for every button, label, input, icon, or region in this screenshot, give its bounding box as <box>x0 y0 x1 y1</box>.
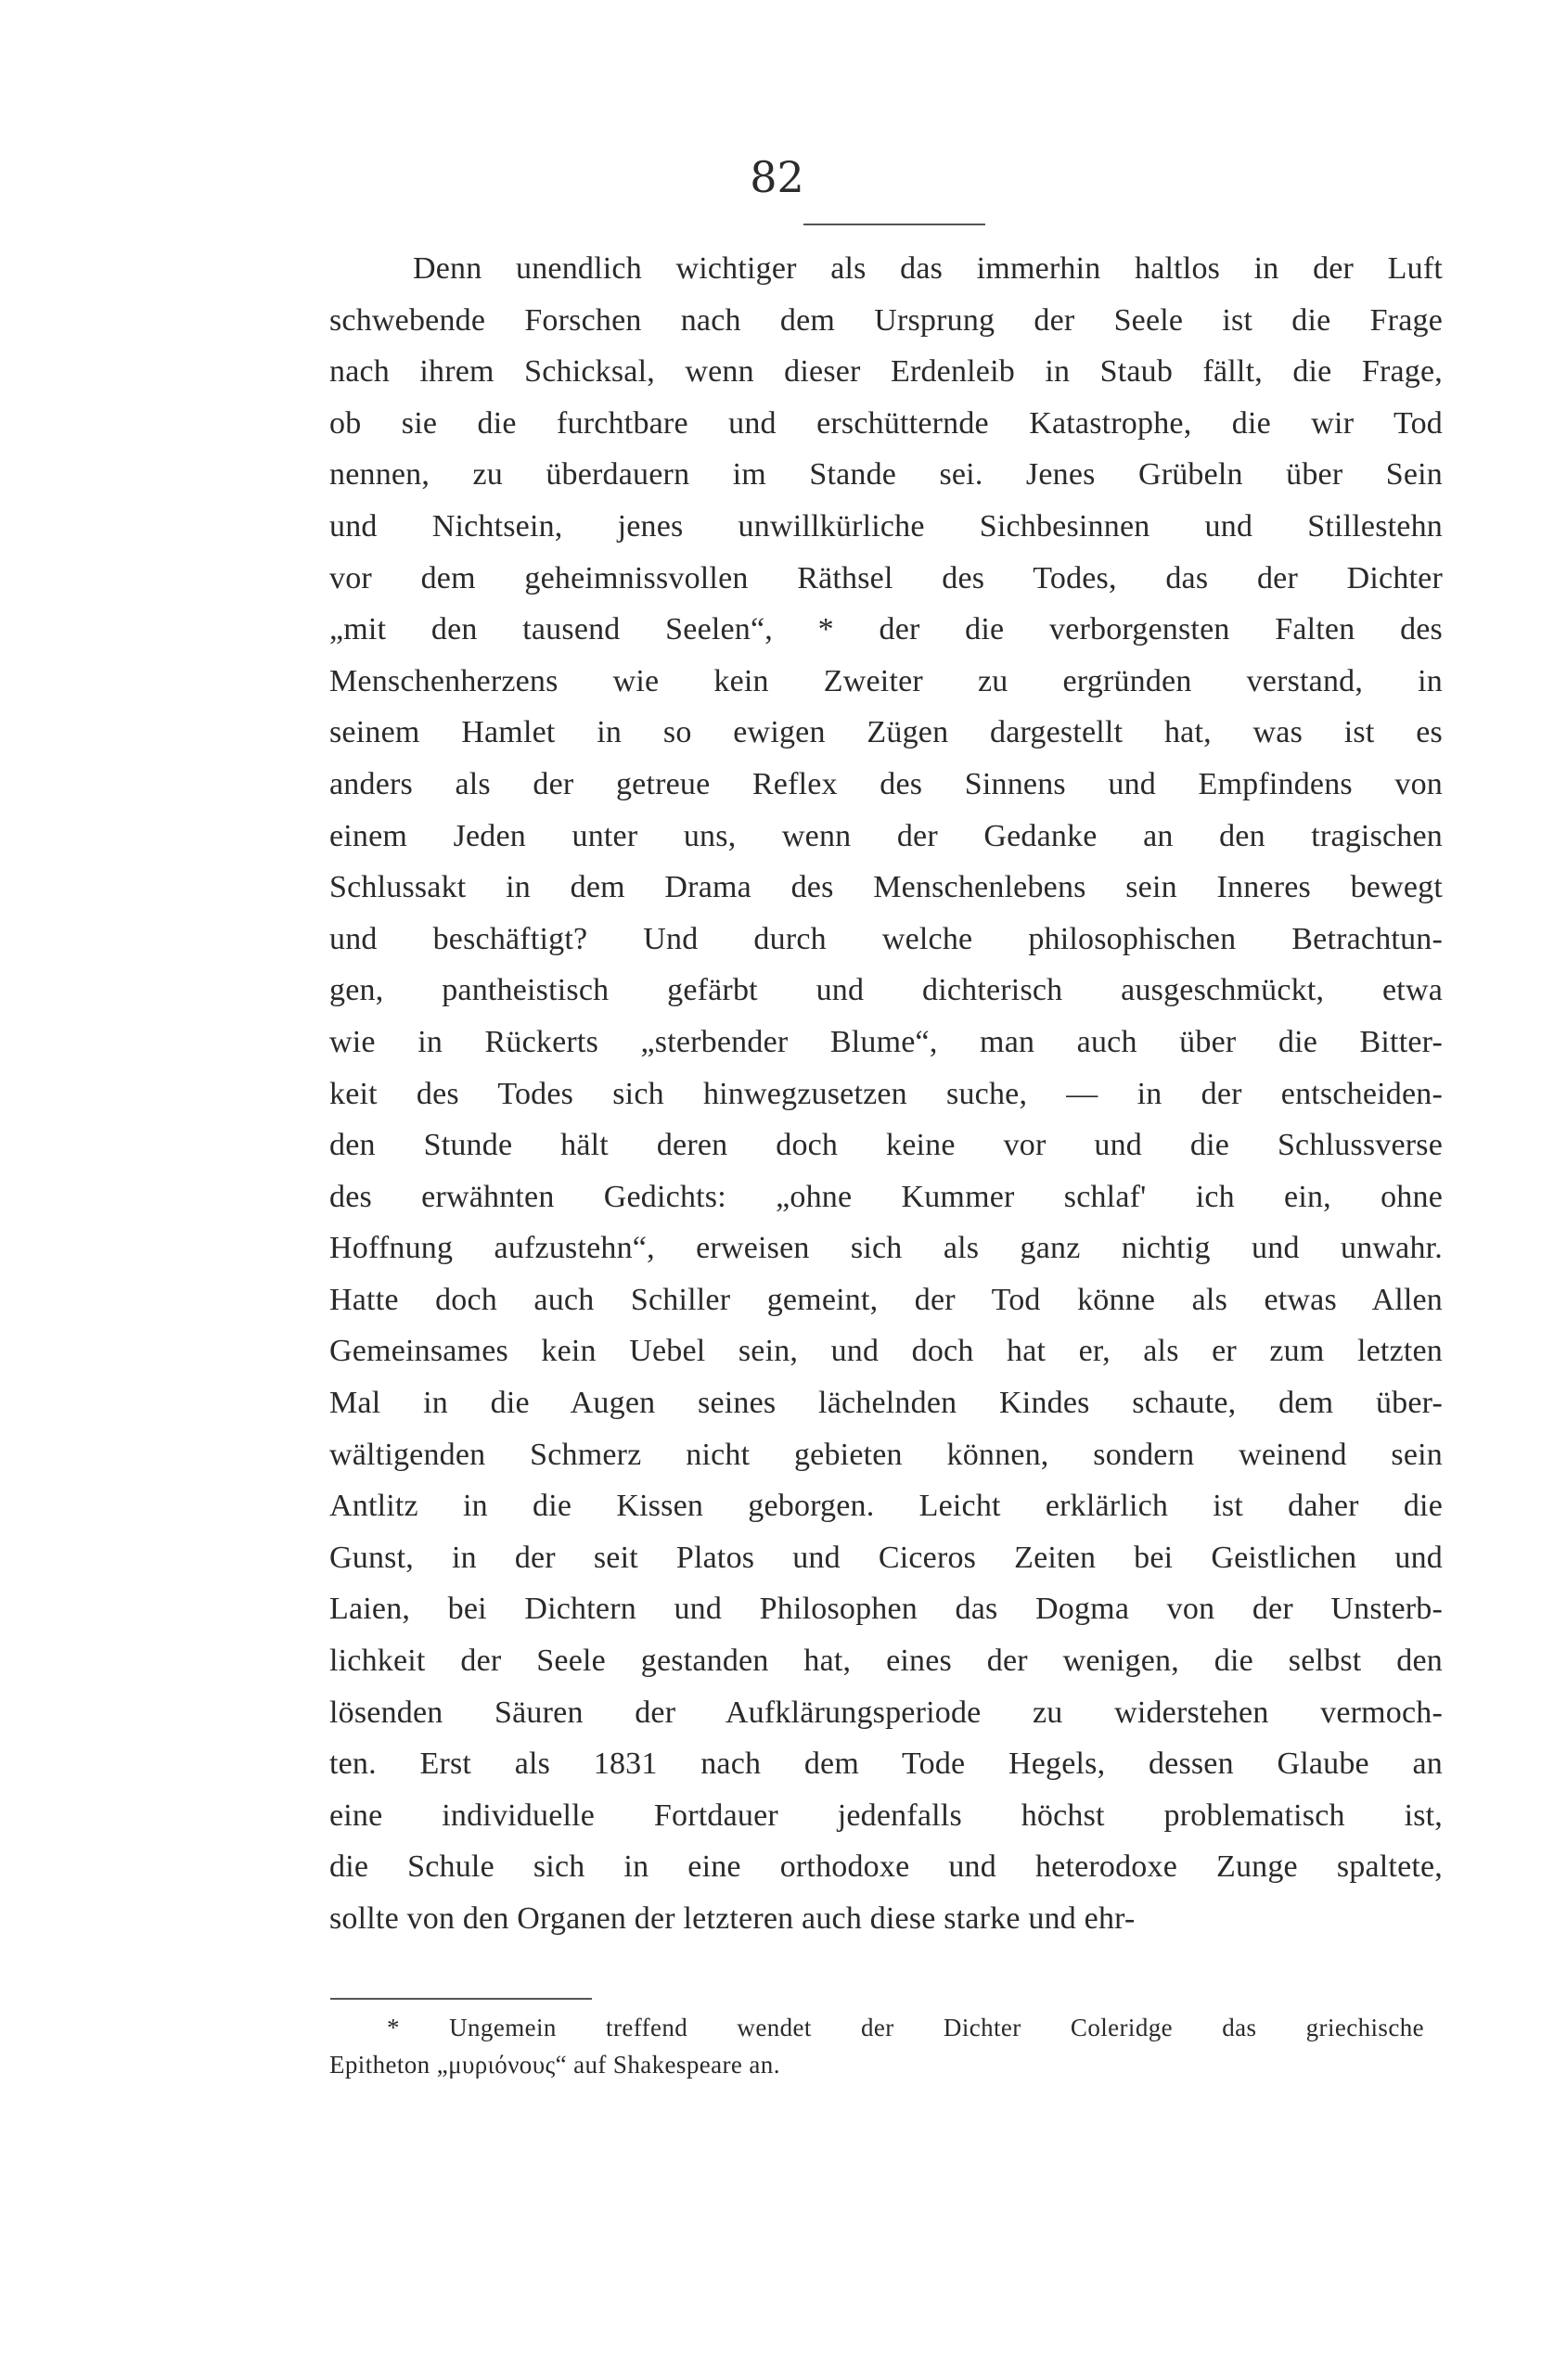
text-line: seinem Hamlet in so ewigen Zügen dargestellt hat, was ist es <box>329 715 1443 750</box>
text-line: Denn unendlich wichtiger als das immerhin haltlos in der Luft <box>413 251 1443 286</box>
text-line: gen, pantheistisch gefärbt und dichterisch ausgeschmückt, etwa <box>329 973 1443 1008</box>
text-line: „mit den tausend Seelen“, * der die verborgensten Falten des <box>329 612 1443 647</box>
text-line: Antlitz in die Kissen geborgen. Leicht erklärlich ist daher die <box>329 1489 1443 1524</box>
text-line: lichkeit der Seele gestanden hat, eines der wenigen, die selbst den <box>329 1644 1443 1679</box>
text-line: sollte von den Organen der letzteren auch diese starke und ehr- <box>329 1901 1136 1936</box>
text-line: die Schule sich in eine orthodoxe und heterodoxe Zunge spaltete, <box>329 1849 1443 1885</box>
text-line: wältigenden Schmerz nicht gebieten können, sondern weinend sein <box>329 1437 1443 1472</box>
text-line: Schlussakt in dem Drama des Menschenlebens sein Inneres bewegt <box>329 870 1443 905</box>
text-line: Gemeinsames kein Uebel sein, und doch hat er, als er zum letzten <box>329 1334 1443 1369</box>
text-line: ten. Erst als 1831 nach dem Tode Hegels, dessen Glaube an <box>329 1747 1443 1782</box>
text-line: Gunst, in der seit Platos und Ciceros Zeiten bei Geistlichen und <box>329 1540 1443 1575</box>
header-rule <box>803 224 985 225</box>
footnote-line: * Ungemein treffend wendet der Dichter Coleridge das griechische <box>387 2014 1424 2041</box>
text-line: des erwähnten Gedichts: „ohne Kummer schlaf' ich ein, ohne <box>329 1179 1443 1214</box>
text-line: wie in Rückerts „sterbender Blume“, man auch über die Bitter- <box>329 1024 1443 1059</box>
text-line: Mal in die Augen seines lächelnden Kindes schaute, dem über- <box>329 1386 1443 1421</box>
text-line: Hatte doch auch Schiller gemeint, der Tod könne als etwas Allen <box>329 1282 1443 1317</box>
text-line: schwebende Forschen nach dem Ursprung der Seele ist die Frage <box>329 302 1443 338</box>
text-line: Hoffnung aufzustehn“, erweisen sich als ganz nichtig und unwahr. <box>329 1231 1443 1266</box>
page-number: 82 <box>750 152 804 202</box>
footnote-rule <box>330 1998 592 2000</box>
text-line: ob sie die furchtbare und erschütternde Katastrophe, die wir Tod <box>329 405 1443 441</box>
text-line: Menschenherzens wie kein Zweiter zu ergründen verstand, in <box>329 663 1443 698</box>
footnote-line: Epitheton „μυριόνους“ auf Shakespeare an. <box>329 2051 780 2079</box>
text-line: anders als der getreue Reflex des Sinnens und Empfindens von <box>329 766 1443 801</box>
text-line: Laien, bei Dichtern und Philosophen das Dogma von der Unsterb- <box>329 1592 1443 1627</box>
footnote <box>329 2009 1424 2083</box>
text-line: den Stunde hält deren doch keine vor und die Schlussverse <box>329 1128 1443 1163</box>
text-line: einem Jeden unter uns, wenn der Gedanke an den tragischen <box>329 818 1443 853</box>
text-line: nennen, zu überdauern im Stande sei. Jenes Grübeln über Sein <box>329 457 1443 493</box>
text-line: nach ihrem Schicksal, wenn dieser Erdenleib in Staub fällt, die Frage, <box>329 354 1443 390</box>
text-line: lösenden Säuren der Aufklärungsperiode zu widerstehen vermoch- <box>329 1695 1443 1730</box>
body-paragraph <box>329 243 1443 1945</box>
text-line: keit des Todes sich hinwegzusetzen suche, — in der entscheiden- <box>329 1076 1443 1111</box>
text-line: und Nichtsein, jenes unwillkürliche Sichbesinnen und Stillestehn <box>329 508 1443 544</box>
text-line: und beschäftigt? Und durch welche philosophischen Betrachtun- <box>329 921 1443 956</box>
text-line: vor dem geheimnissvollen Räthsel des Todes, das der Dichter <box>329 560 1443 595</box>
text-line: eine individuelle Fortdauer jedenfalls höchst problematisch ist, <box>329 1798 1443 1833</box>
